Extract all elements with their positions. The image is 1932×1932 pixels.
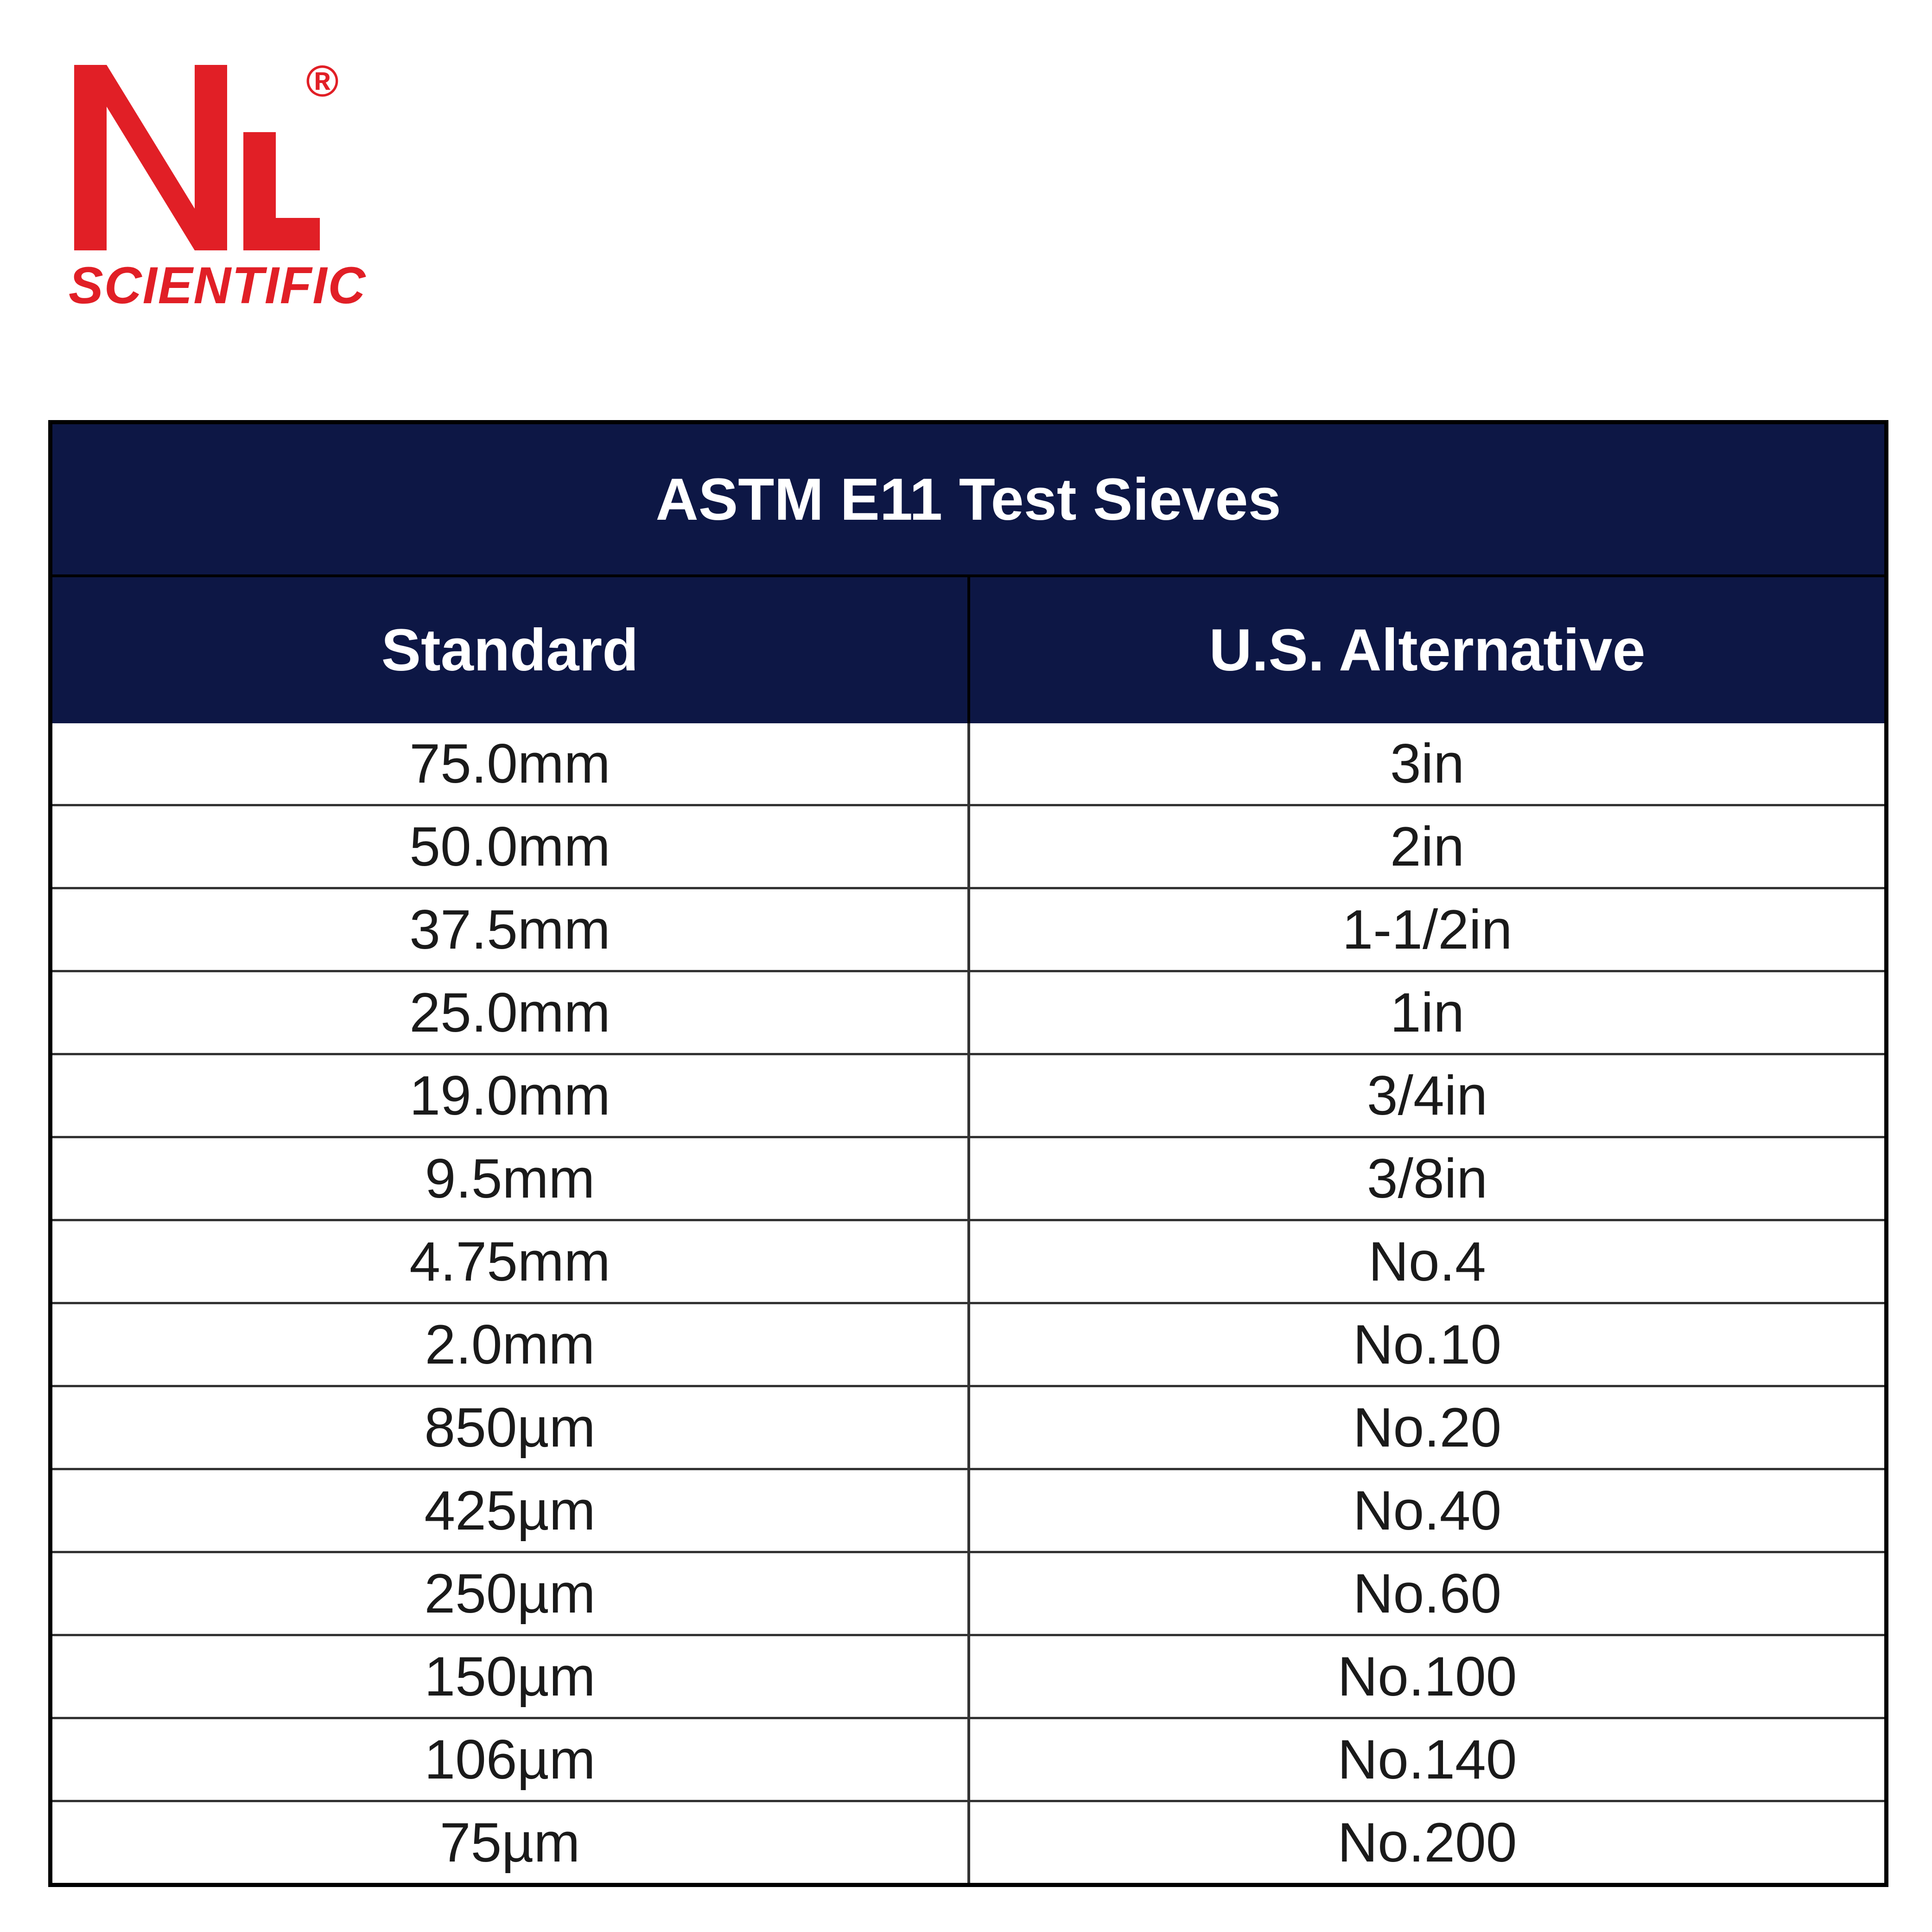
cell-us-alternative: 3/8in	[1366, 1148, 1488, 1210]
cell-us-alternative: No.100	[1337, 1645, 1517, 1708]
table-row	[52, 887, 1884, 970]
cell-us-alternative: 3/4in	[1366, 1065, 1488, 1127]
table-row	[52, 1551, 1884, 1634]
sieve-table	[48, 420, 1888, 1887]
table-body	[52, 723, 1884, 1883]
table-row	[52, 1468, 1884, 1551]
table-row	[52, 1385, 1884, 1468]
table-header-row	[52, 577, 1884, 723]
table-row	[52, 970, 1884, 1053]
cell-us-alternative: No.4	[1368, 1231, 1486, 1293]
cell-standard: 2.0mm	[52, 1304, 970, 1385]
cell-standard: 4.75mm	[52, 1221, 970, 1302]
cell-standard: 75.0mm	[52, 723, 970, 804]
table-row	[52, 723, 1884, 804]
cell-standard: 850µm	[52, 1387, 970, 1468]
table-row	[52, 804, 1884, 887]
cell-us-alternative: No.200	[1337, 1811, 1517, 1874]
cell-us-alternative: 2in	[1390, 816, 1465, 878]
cell-us-alternative: 3in	[1390, 733, 1465, 795]
table-row	[52, 1053, 1884, 1136]
cell-standard: 75µm	[52, 1802, 970, 1883]
cell-us-alternative: No.60	[1353, 1562, 1502, 1625]
cell-standard: 37.5mm	[52, 889, 970, 970]
table-row	[52, 1717, 1884, 1800]
cell-standard: 150µm	[52, 1636, 970, 1717]
registered-mark: ®	[306, 57, 339, 106]
logo-wordmark: SCIENTIFIC	[69, 256, 367, 314]
nl-scientific-logo	[60, 56, 385, 315]
cell-standard: 106µm	[52, 1719, 970, 1800]
cell-us-alternative: 1-1/2in	[1342, 899, 1513, 961]
nl-logo-mark	[60, 56, 320, 260]
cell-us-alternative: No.40	[1353, 1479, 1502, 1542]
header-us-alternative: U.S. Alternative	[970, 577, 1884, 723]
cell-standard: 425µm	[52, 1470, 970, 1551]
cell-standard: 25.0mm	[52, 972, 970, 1053]
table-row	[52, 1800, 1884, 1883]
cell-us-alternative: No.20	[1353, 1396, 1502, 1459]
cell-us-alternative: No.10	[1353, 1314, 1502, 1376]
cell-standard: 9.5mm	[52, 1138, 970, 1219]
cell-standard: 250µm	[52, 1553, 970, 1634]
header-standard: Standard	[52, 577, 967, 723]
table-row	[52, 1634, 1884, 1717]
cell-us-alternative: 1in	[1390, 982, 1465, 1044]
cell-standard: 50.0mm	[52, 806, 970, 887]
cell-us-alternative: No.140	[1337, 1728, 1517, 1791]
table-row	[52, 1219, 1884, 1302]
table-row	[52, 1136, 1884, 1219]
table-title: ASTM E11 Test Sieves	[52, 424, 1884, 574]
cell-standard: 19.0mm	[52, 1055, 970, 1136]
table-row	[52, 1302, 1884, 1385]
